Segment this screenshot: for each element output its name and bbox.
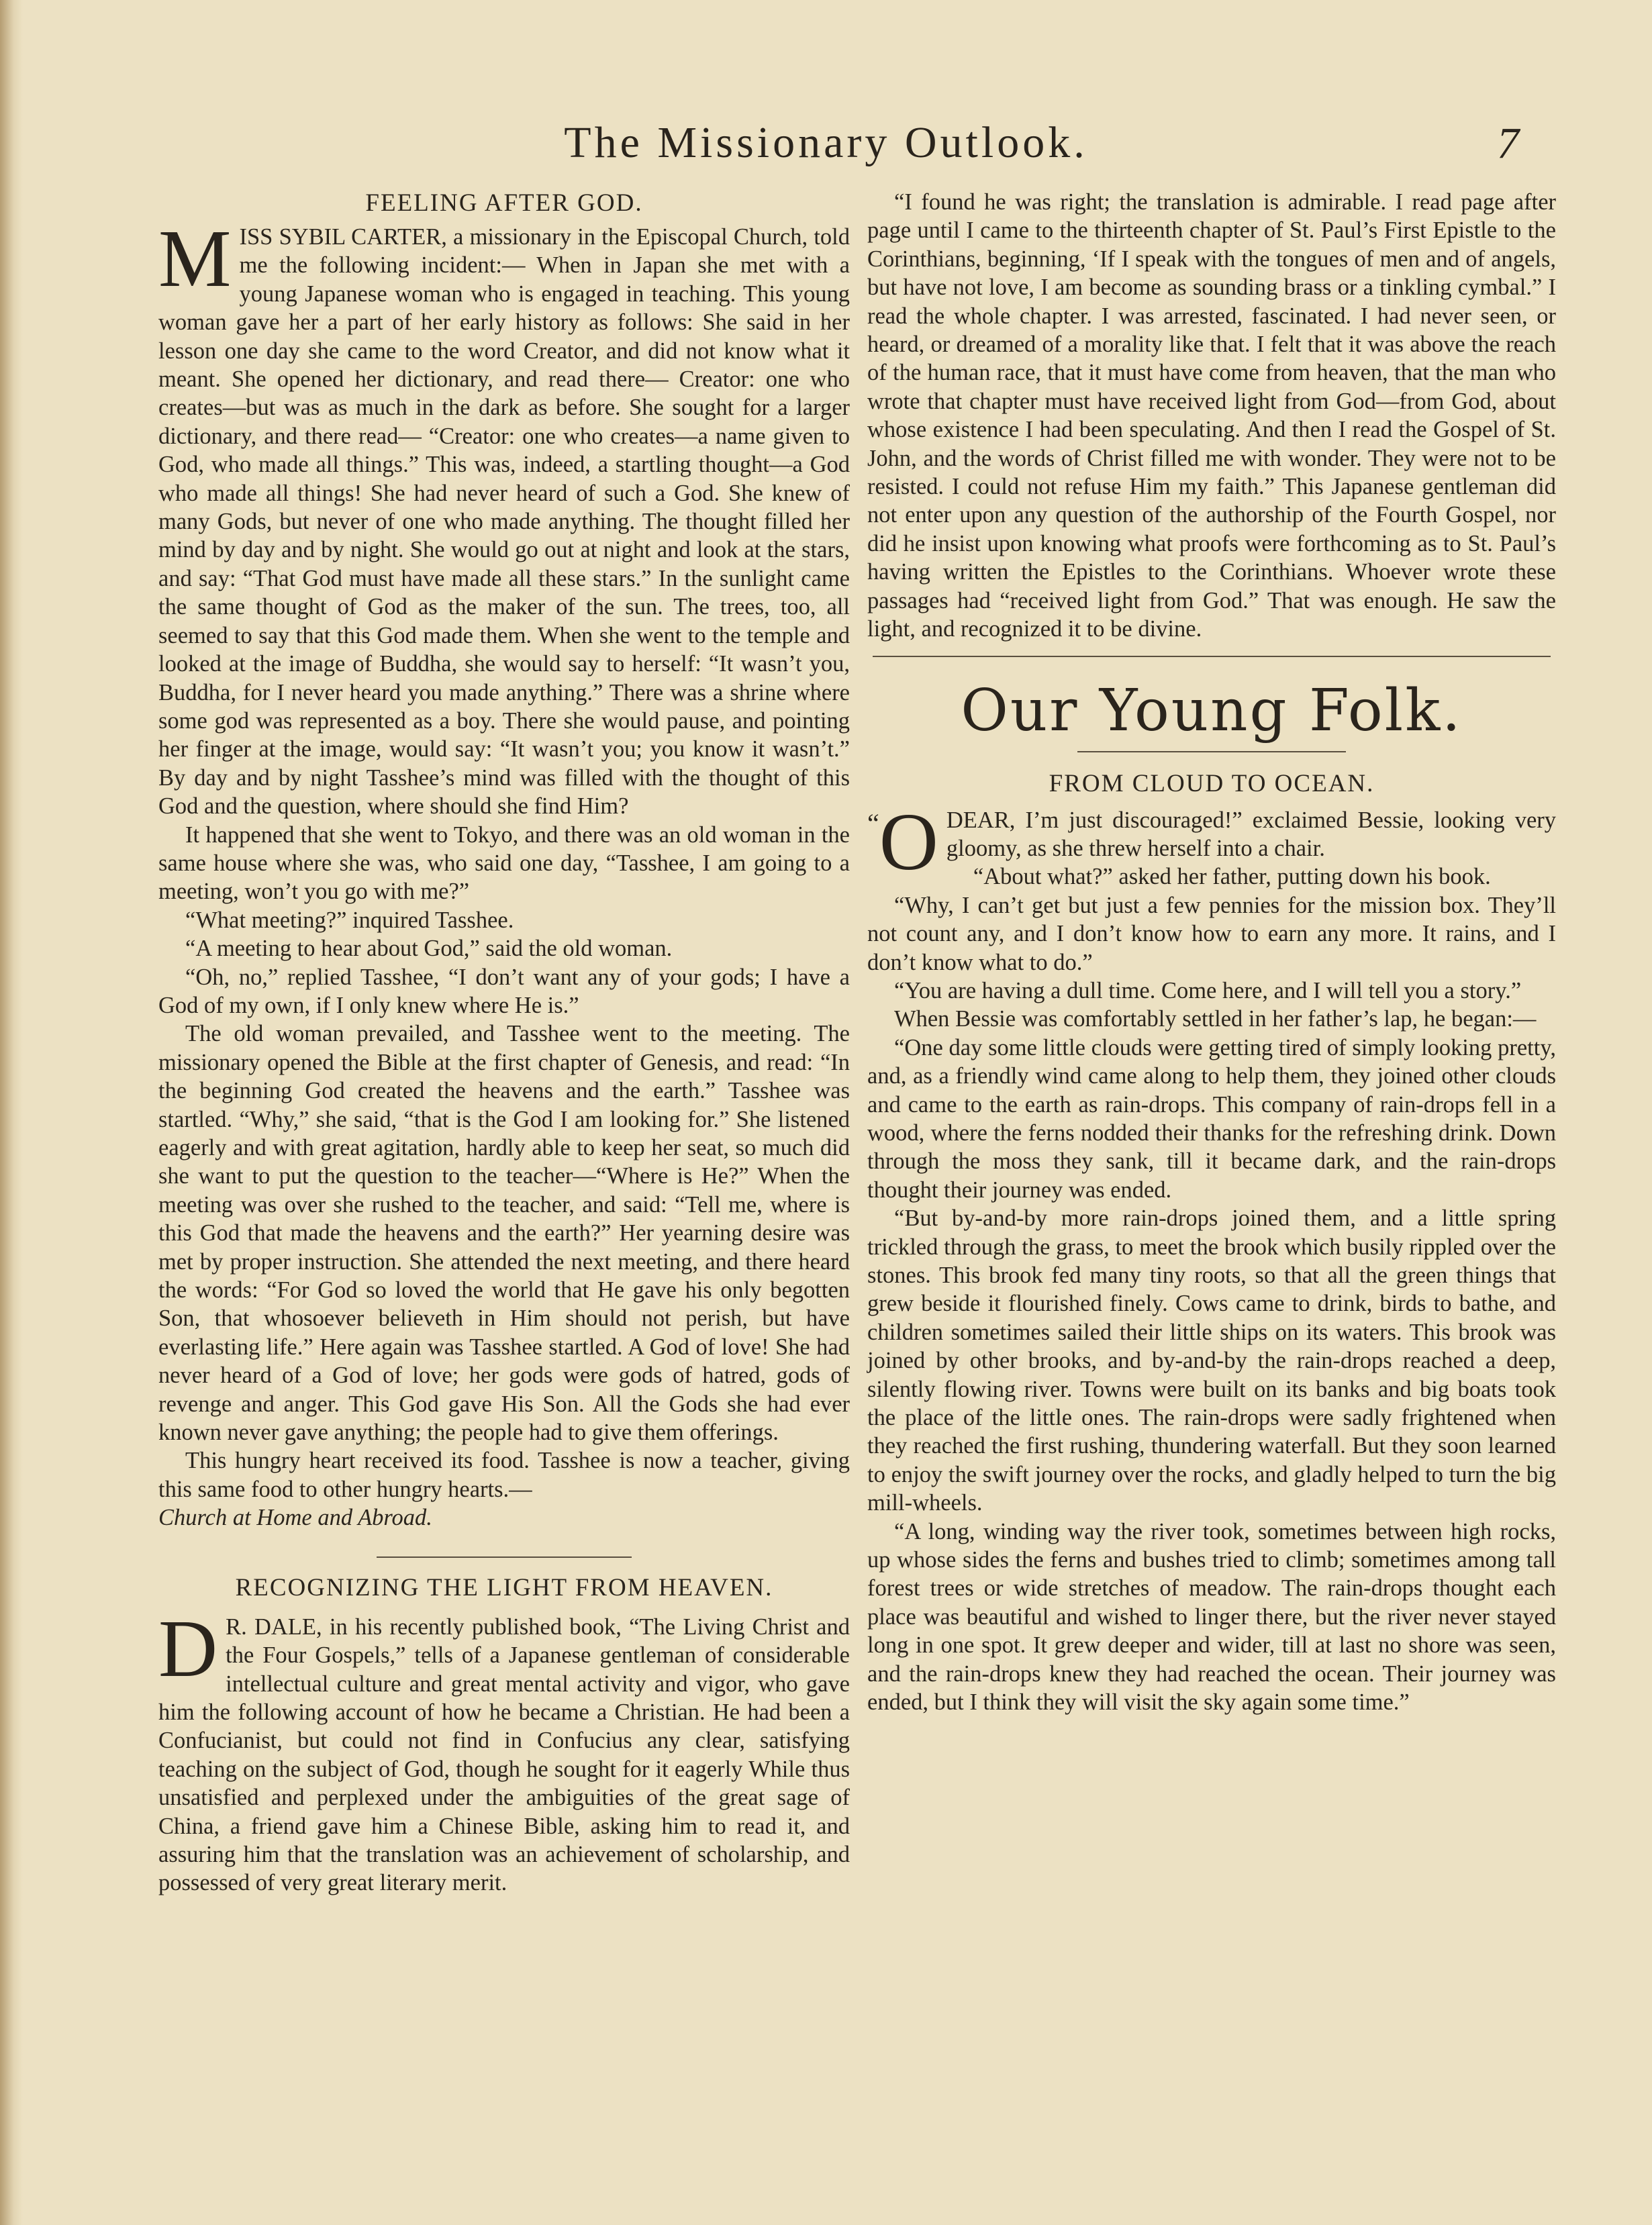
article3-paragraph: DEAR, I’m just discouraged!” exclaimed Bessie, looking very gloomy, as she threw herself into a chair. (946, 807, 1556, 861)
article3-paragraph: “A long, winding way the river took, sometimes between high rocks, up whose sides the ferns and bushes tried to climb; sometimes among tall forest trees or wide stretches of meadow. The rain-drops thought each place was beautiful and wished to linger there, but the river never stayed long in one spot. It grew deeper and wider, till at last no shore was seen, and the rain-drops knew they had reached the ocean. Their journey was ended, but I think they will visit the sky again some time.” (867, 1518, 1556, 1716)
article1-source: Church at Home and Abroad. (158, 1505, 432, 1531)
dropcap-m: M (158, 213, 232, 304)
article3-paragraph: “Why, I can’t get but just a few pennies for the mission box. They’ll not count any, and I don’t know how to earn any more. It rains, and I don’t know what to do.” (867, 892, 1556, 975)
article1-paragraph: “What meeting?” inquired Tasshee. (185, 907, 514, 933)
article2-paragraph: “I found he was right; the translation is admirable. I read page after page until I came to the thirteenth chapter of St. Paul’s First Epistle to the Corinthians, beginning, ‘If I speak with the tongues of men and of angels, but have not love, I am become as sounding brass or a tinkling cymbal.” I read the whole chapter. I was arrested, fascinated. I had never seen, or heard, or dreamed of a morality like that. I felt that it was above the reach of the human race, that it must have come from heaven, that the man who wrote that chapter must have received light from God—from God, about whose existence I had been speculating. And then I read the Gospel of St. John, and the words of Christ filled me with wonder. They were not to be resisted. I could not refuse Him my faith.” This Japanese gentleman did not enter upon any question of the authorship of the Fourth Gospel, nor did he insist upon knowing what proofs were forthcoming as to St. Paul’s having written the Epistles to the Corinthians. Whoever wrote these passages had “received light from God.” That was enough. He saw the light, and recognized it to be divine. (867, 189, 1556, 642)
dropcap-letter: O (879, 796, 938, 887)
article1-paragraph: It happened that she went to Tokyo, and there was an old woman in the same house where she was, who said one day, “Tasshee, I am going to a meeting, won’t you go with me?” (158, 822, 850, 905)
open-quote: “ (867, 807, 879, 838)
article-heading-feeling-after-god: FEELING AFTER GOD. (365, 189, 643, 217)
article1-paragraph: This hungry heart received its food. Tasshee is now a teacher, giving this same food to other hungry hearts.— (158, 1448, 850, 1502)
article3-paragraph: “You are having a dull time. Come here, and I will tell you a story.” (894, 977, 1522, 1003)
article3-paragraph: When Bessie was comfortably settled in her father’s lap, he began:— (894, 1006, 1537, 1032)
article3-paragraph: “But by-and-by more rain-drops joined them, and a little spring trickled through the grass, to meet the brook which busily rippled over the stones. This brook fed many tiny roots, so that all the green things that grew beside it flourished finely. Cows came to drink, birds to bathe, and children sometimes sailed their little ships on its waters. This brook was joined by other brooks, and by-and-by the rain-drops reached a deep, silently flowing river. Towns were built on its banks and big boats took the place of the little ones. The rain-drops were sadly frightened when they reached the first rushing, thundering waterfall. But they soon learned to enjoy the swift journey over the rocks, and gladly helped to turn the big mill-wheels. (867, 1205, 1556, 1516)
left-column (158, 188, 850, 1897)
divider-rule (377, 1556, 632, 1558)
article-heading-from-cloud-to-ocean: FROM CLOUD TO OCEAN. (1049, 769, 1375, 797)
dropcap-d: D (158, 1603, 218, 1694)
divider-rule (873, 656, 1551, 657)
page-edge (0, 0, 23, 2225)
article3-paragraph: “About what?” asked her father, putting down his book. (973, 864, 1491, 890)
divider-rule (1077, 751, 1346, 752)
dropcap-o (867, 796, 946, 887)
article1-paragraph: “Oh, no,” replied Tasshee, “I don’t want any of your gods; I have a God of my own, if I only knew where He is.” (158, 964, 850, 1018)
article-heading-recognizing-the-light: RECOGNIZING THE LIGHT FROM HEAVEN. (235, 1573, 773, 1601)
article1-paragraph: “A meeting to hear about God,” said the old woman. (185, 936, 673, 962)
right-column (867, 188, 1556, 1717)
article1-paragraph: The old woman prevailed, and Tasshee went to the meeting. The missionary opened the Bible at the first chapter of Genesis, and read: “In the beginning God created the heavens and the earth.” Tasshee was startled. “Why,” she said, “that is the God I am looking for.” She listened eagerly and with great agitation, hardly able to keep her seat, so much did she want to put the question to the teacher—“Where is He?” When the meeting was over she rushed to the teacher, and said: “Tell me, where is this God that made the heavens and the earth?” Her yearning desire was met by proper instruction. She attended the next meeting, and there heard the words: “For God so loved the world that He gave his only begotten Son, that whosoever believeth in Him should not perish, but have everlasting life.” Here again was Tasshee startled. A God of love! She had never heard of a God of love; her gods were gods of hatred, gods of revenge and anger. This God gave His Son. All the Gods she had ever known never gave anything; the people had to give them offerings. (158, 1021, 850, 1446)
section-title-our-young-folk: Our Young Folk. (961, 677, 1463, 744)
article2-paragraph: R. DALE, in his recently published book, “The Living Christ and the Four Gospels,” tells of a Japanese gentleman of considerable intellectual culture and great mental activity and vigor, who gave him the following account of how he became a Christian. He had been a Confucianist, but could not find in Confucius any clear, satisfying teaching on the subject of God, though he sought for it eagerly While thus unsatisfied and perplexed under the ambiguities of the great sage of China, a friend gave him a Chinese Bible, asking him to read it, and assuring him that the translation was an achievement of scholarship, and possessed of very great literary merit. (158, 1614, 850, 1896)
article3-paragraph: “One day some little clouds were getting tired of simply looking pretty, and, as a friendly wind came along to help them, they joined other clouds and came to the earth as rain-drops. This company of rain-drops fell in a wood, where the ferns nodded their thanks for the refreshing drink. Down through the moss they sank, till it became dark, and the rain-drops thought their journey was ended. (867, 1034, 1556, 1203)
masthead-title: The Missionary Outlook. (564, 118, 1088, 167)
page-number: 7 (1497, 119, 1519, 168)
article1-paragraph: ISS SYBIL CARTER, a missionary in the Episcopal Church, told me the following incident:— When in Japan she met with a young Japanese woman who is engaged in teaching. This young woman gave her a part of her early history as follows: She said in her lesson one day she came to the word Creator, and did not know what it meant. She opened her dictionary, and read there— Creator: one who creates—but was as much in the dark as before. She sought for a larger dictionary, and there read— “Creator: one who creates—a name given to God, who made all things.” This was, indeed, a startling thought—a God who made all things! She had never heard of such a God. She knew of many Gods, but never of one who made anything. The thought filled her mind by day and by night. She would go out at night and look at the stars, and say: “That God must have made all these stars.” In the sunlight came the same thought of God as the maker of the sun. The trees, too, all seemed to say that this God made them. When she went to the temple and looked at the image of Buddha, she would say to herself: “It wasn’t you, Buddha, for I never heard you made anything.” There was a shrine where some god was represented as a boy. There she would pause, and pointing her finger at the image, would say: “It wasn’t you; you know it wasn’t.” By day and by night Tasshee’s mind was filled with the thought of this God and the question, where should she find Him? (158, 224, 850, 820)
